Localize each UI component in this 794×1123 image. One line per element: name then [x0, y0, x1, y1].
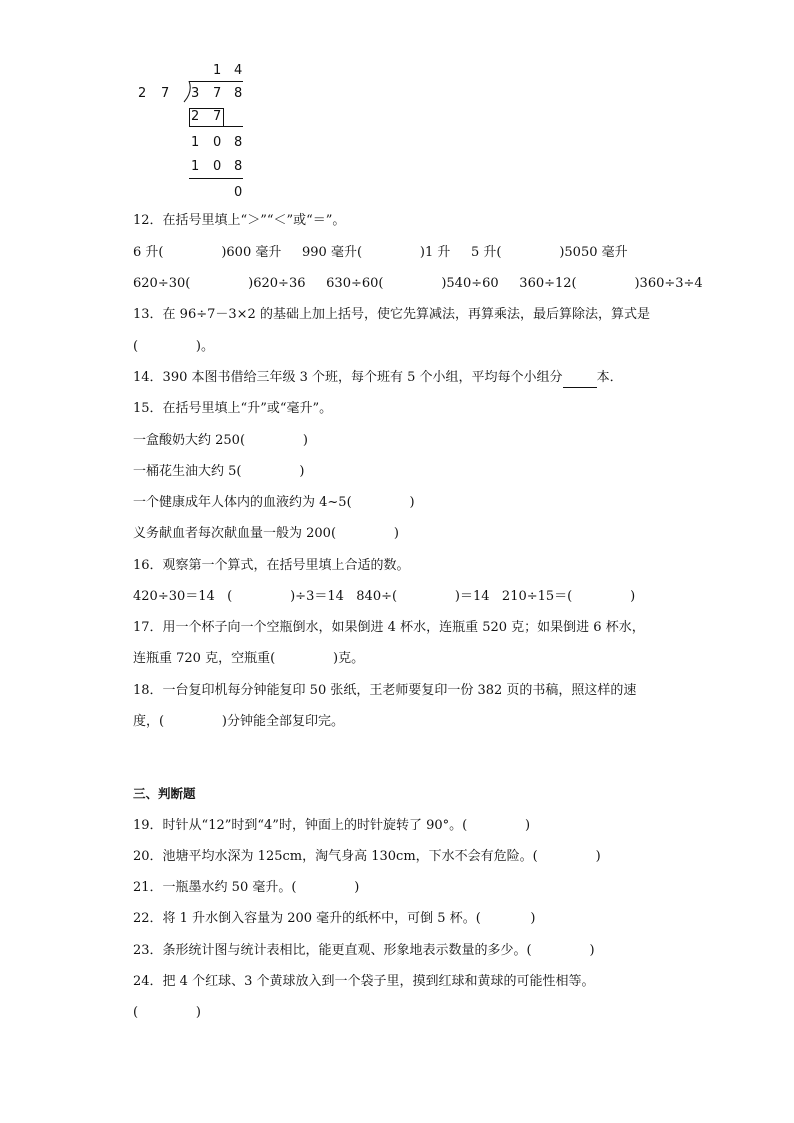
section-title: 三、判断题 — [133, 786, 196, 801]
judge-item: 19．时针从“12”时到“4”时，钟面上的时针旋转了 90°。( ) — [133, 818, 531, 833]
judge-item: 24．把 4 个红球、3 个黄球放入到一个袋子里，摸到红球和黄球的可能性相等。 — [133, 974, 595, 989]
q14-blank — [563, 369, 597, 388]
quotient-bar — [189, 81, 243, 82]
q16-row: 420÷30＝14 ( )÷3＝14 840÷( )＝14 210÷15＝( ) — [133, 589, 636, 604]
step2-digit: 0 — [213, 159, 222, 174]
remainder-digit: 1 — [191, 135, 200, 150]
q14-suffix: 本． — [596, 370, 623, 385]
remainder-digit: 0 — [213, 135, 222, 150]
remainder-digit: 8 — [234, 135, 243, 150]
judge-item: 22．将 1 升水倒入容量为 200 毫升的纸杯中，可倒 5 杯。( ) — [133, 911, 536, 926]
quotient-digit: 4 — [234, 63, 243, 78]
dividend-digit: 8 — [234, 86, 243, 101]
step2-digit: 8 — [234, 159, 243, 174]
q13-line2: ( )。 — [133, 339, 214, 354]
step1-box-left — [189, 108, 190, 126]
q18-line1: 18．一台复印机每分钟能复印 50 张纸，王老师要复印一份 382 页的书稿，照这样的速 — [133, 683, 637, 698]
step2-bar — [189, 178, 243, 179]
q15-title: 15．在括号里填上“升”或“毫升”。 — [133, 401, 333, 416]
step2-digit: 1 — [191, 159, 200, 174]
step1-box-right — [223, 108, 224, 126]
q13-line1: 13．在 96÷7－3×2 的基础上加上括号，使它先算减法，再算乘法，最后算除法，算式是 — [133, 307, 650, 322]
q24-answer-paren: ( ) — [133, 1005, 201, 1020]
step1-digit: 2 — [191, 109, 200, 124]
quotient-digit: 1 — [213, 63, 222, 78]
judge-item: 23．条形统计图与统计表相比，能更直观、形象地表示数量的多少。( ) — [133, 943, 595, 958]
q12-row1: 6 升( )600 毫升 990 毫升( )1 升 5 升( )5050 毫升 — [133, 245, 628, 260]
step1-box-top — [189, 108, 223, 109]
judge-item: 21．一瓶墨水约 50 毫升。( ) — [133, 880, 360, 895]
step1-digit: 7 — [213, 109, 222, 124]
q14-line — [133, 369, 623, 388]
divisor-digit: 2 — [138, 86, 147, 101]
q12-row2: 620÷30( )620÷36 630÷60( )540÷60 360÷12( )360÷3÷4 — [133, 276, 703, 291]
final-remainder: 0 — [234, 185, 243, 200]
q15-item: 一个健康成年人体内的血液约为 4~5( ) — [133, 495, 415, 510]
q12-title: 12．在括号里填上“＞”“＜”或“＝”。 — [133, 213, 346, 228]
step1-bar — [189, 126, 243, 127]
judge-item: 20．池塘平均水深为 125cm，淘气身高 130cm，下水不会有危险。( ) — [133, 849, 601, 864]
dividend-digit: 3 — [191, 86, 200, 101]
q16-title: 16．观察第一个算式，在括号里填上合适的数。 — [133, 558, 410, 573]
q18-line2: 度，( )分钟能全部复印完。 — [133, 714, 344, 729]
dividend-digit: 7 — [213, 86, 222, 101]
q15-item: 一桶花生油大约 5( ) — [133, 464, 305, 479]
q15-item: 一盒酸奶大约 250( ) — [133, 433, 308, 448]
q15-item: 义务献血者每次献血量一般为 200( ) — [133, 526, 399, 541]
divisor-digit: 7 — [161, 86, 170, 101]
q14-text: 14．390 本图书借给三年级 3 个班，每个班有 5 个小组，平均每个小组分 — [133, 370, 563, 385]
q17-line2: 连瓶重 720 克，空瓶重( )克。 — [133, 651, 365, 666]
q17-line1: 17．用一个杯子向一个空瓶倒水，如果倒进 4 杯水，连瓶重 520 克；如果倒进 6 杯水， — [133, 620, 645, 635]
